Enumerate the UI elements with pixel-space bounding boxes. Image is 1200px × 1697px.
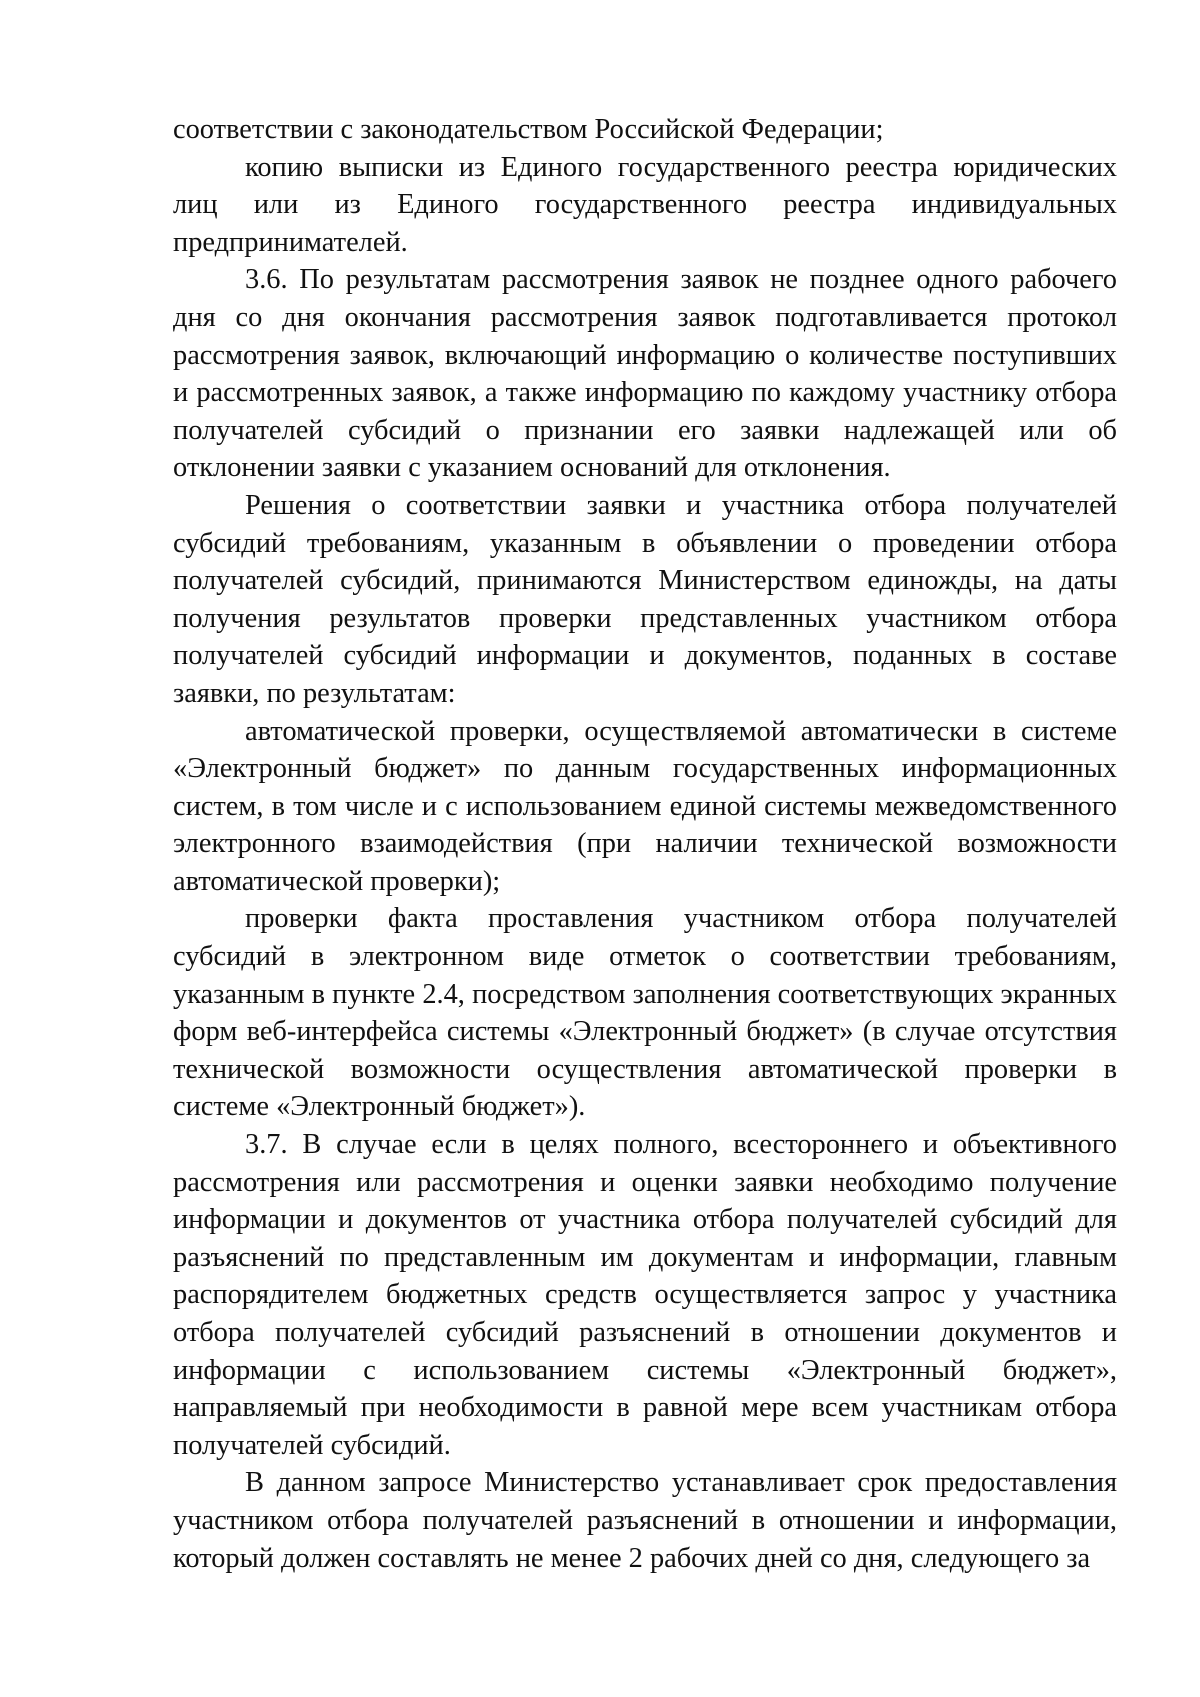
paragraph-7: 3.7. В случае если в целях полного, всестороннего и объективного рассмотрения или рассмотрения и оценки заявки необходимо получение информации и документов от участника отбора получателей субсидий для разъяснений по представленным им документам и информации, главным распорядителем бюджетных средств осуществляется запрос у участника отбора получателей субсидий разъяснений в отношении документов и информации с использованием системы «Электронный бюджет», направляемый при необходимости в равной мере всем участникам отбора получателей субсидий.: [173, 1129, 1117, 1461]
paragraph-4: Решения о соответствии заявки и участника отбора получателей субсидий требованиям, указанным в объявлении о проведении отбора получателей субсидий, принимаются Министерством единожды, на даты получения результатов проверки представленных участником отбора получателей субсидий информации и документов, поданных в составе заявки, по результатам:: [173, 489, 1117, 709]
paragraph-3: 3.6. По результатам рассмотрения заявок не позднее одного рабочего дня со дня окончания рассмотрения заявок подготавливается протокол рассмотрения заявок, включающий информацию о количестве поступивших и рассмотренных заявок, а также информацию по каждому участнику отбора получателей субсидий о признании его заявки надлежащей или об отклонении заявки с указанием оснований для отклонения.: [173, 264, 1117, 484]
paragraph-6: проверки факта проставления участником отбора получателей субсидий в электронном виде отметок о соответствии требованиям, указанным в пункте 2.4, посредством заполнения соответствующих экранных форм веб-интерфейса системы «Электронный бюджет» (в случае отсутствия технической возможности осуществления автоматической проверки в системе «Электронный бюджет»).: [173, 903, 1117, 1123]
paragraph-8: В данном запросе Министерство устанавливает срок предоставления участником отбора получателей разъяснений в отношении и информации, который должен составлять не менее 2 рабочих дней со дня, следующего за: [173, 1467, 1117, 1574]
document-body: [173, 111, 1117, 1577]
paragraph-2: копию выписки из Единого государственного реестра юридических лиц или из Единого государственного реестра индивидуальных предпринимателей.: [173, 151, 1117, 258]
paragraph-1: соответствии с законодательством Российской Федерации;: [173, 114, 884, 145]
paragraph-5: автоматической проверки, осуществляемой автоматически в системе «Электронный бюджет» по данным государственных информационных систем, в том числе и с использованием единой системы межведомственного электронного взаимодействия (при наличии технической возможности автоматической проверки);: [173, 715, 1117, 897]
